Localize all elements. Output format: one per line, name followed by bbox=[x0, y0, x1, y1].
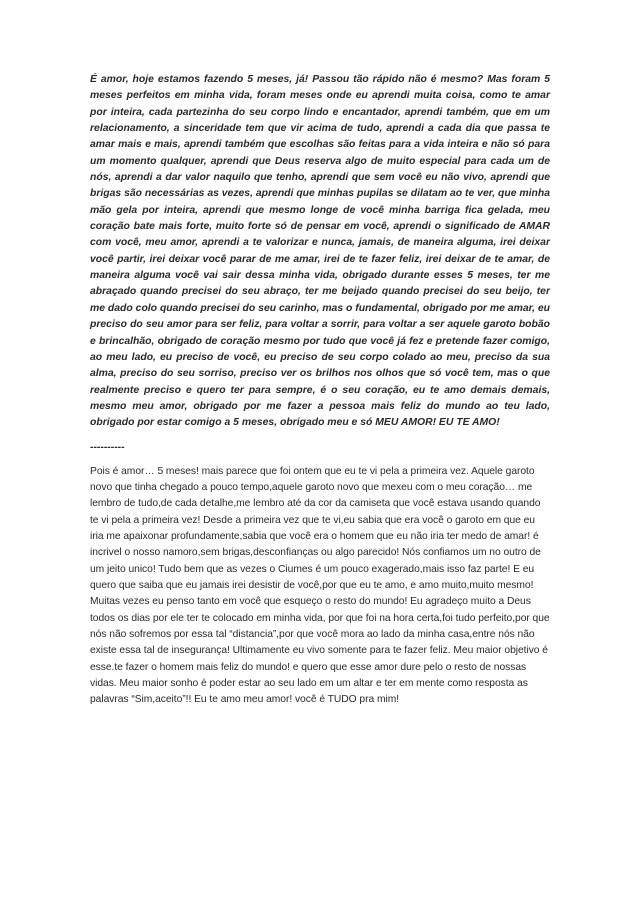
letter-paragraph-bold: É amor, hoje estamos fazendo 5 meses, já! Passou tão rápido não é mesmo? Mas foram 5 meses perfeitos em minha vida, foram meses onde eu aprendi muita coisa, como te amar por inteira, cada partezinha do seu corpo lindo e encantador, aprendi também, que em um relacionamento, a sinceridade tem que vir acima de tudo, aprendi a cada dia que passa te amar mais e mais, aprendi também que escolhas são feitas para a vida inteira e não só para um momento qualquer, aprendi que Deus reserva algo de muito especial para cada um de nós, aprendi a dar valor naquilo que tenho, aprendi que sem você eu não vivo, aprendi que brigas são necessárias as vezes, aprendi que minhas pupilas se dilatam ao te ver, que minha mão gela por inteira, aprendi que mesmo longe de você minha barriga fica gelada, meu coração bate mais forte, muito forte só de pensar em você, aprendi o significado de AMAR com você, meu amor, aprendi a te valorizar e nunca, jamais, de maneira alguma, irei deixar você partir, irei deixar você parar de me amar, irei de te fazer feliz, irei deixar de te amar, de maneira alguma você vai sair dessa minha vida, obrigado durante esses 5 meses, ter me abraçado quando precisei do seu abraço, ter me beijado quando precisei do seu beijo, ter me dado colo quando precisei do seu carinho, mas o fundamental, obrigado por me amar, eu preciso do seu amor para ser feliz, para voltar a sorrir, para voltar a ser aquele garoto bobão e brincalhão, obrigado de coração mesmo por tudo que você já fez e pretende fazer comigo, ao meu lado, eu preciso de você, eu preciso de seu corpo colado ao meu, preciso da sua alma, preciso do seu sorriso, preciso ver os brilhos nos olhos que só você tem, mas o que realmente preciso e quero ter para sempre, é o seu coração, eu te amo demais demais, mesmo meu amor, obrigado por me fazer a pessoa mais feliz do mundo ao teu lado, obrigado por estar comigo a 5 meses, obrigado meu e só MEU AMOR! EU TE AMO! bbox=[90, 74, 550, 429]
letter-paragraph-regular: Pois é amor… 5 meses! mais parece que foi ontem que eu te vi pela a primeira vez. Aquele garoto novo que tinha chegado a pouco tempo,aquele garoto novo que mexeu com o meu coração… me lembro de tudo,de cada detalhe,me lembro até da cor da camiseta que você estava usando quando te vi pela a primeira vez! Desde a primeira vez que te vi,eu sabia que era você o garoto em que eu iria me apaixonar profundamente,sabia que você era o homem que eu não iria ter medo de amar! é incrivel o nosso namoro,sem brigas,desconfianças ou algo parecido! Nós confiamos um no outro de um jeito unico! Tudo bem que as vezes o Ciumes é um pouco exagerado,mais isso faz parte! E eu quero que saiba que eu jamais irei desistir de você,por que eu te amo, e amo muito,muito mesmo! Muitas vezes eu penso tanto em você que esqueço o resto do mundo! Eu agradeço muito a Deus todos os dias por ele ter te colocado em minha vida, por que foi na hora certa,foi tudo perfeito,por que nós não sofremos por essa tal “distancia”,por que você mora ao lado da minha casa,entre nós não existe essa tal de insegurança! Ultimamente eu vivo somente para te fazer feliz. Meu maior objetivo é esse.te fazer o homem mais feliz do mundo! e quero que esse amor dure pelo o resto de nossas vidas. Meu maior sonho é poder estar ao seu lado em um altar e ter em mente como resposta as palavras “Sim,aceito”!! Eu te amo meu amor! você é TUDO pra mim! bbox=[90, 465, 550, 706]
document-body bbox=[90, 72, 550, 709]
section-separator: ---------- bbox=[90, 441, 125, 453]
